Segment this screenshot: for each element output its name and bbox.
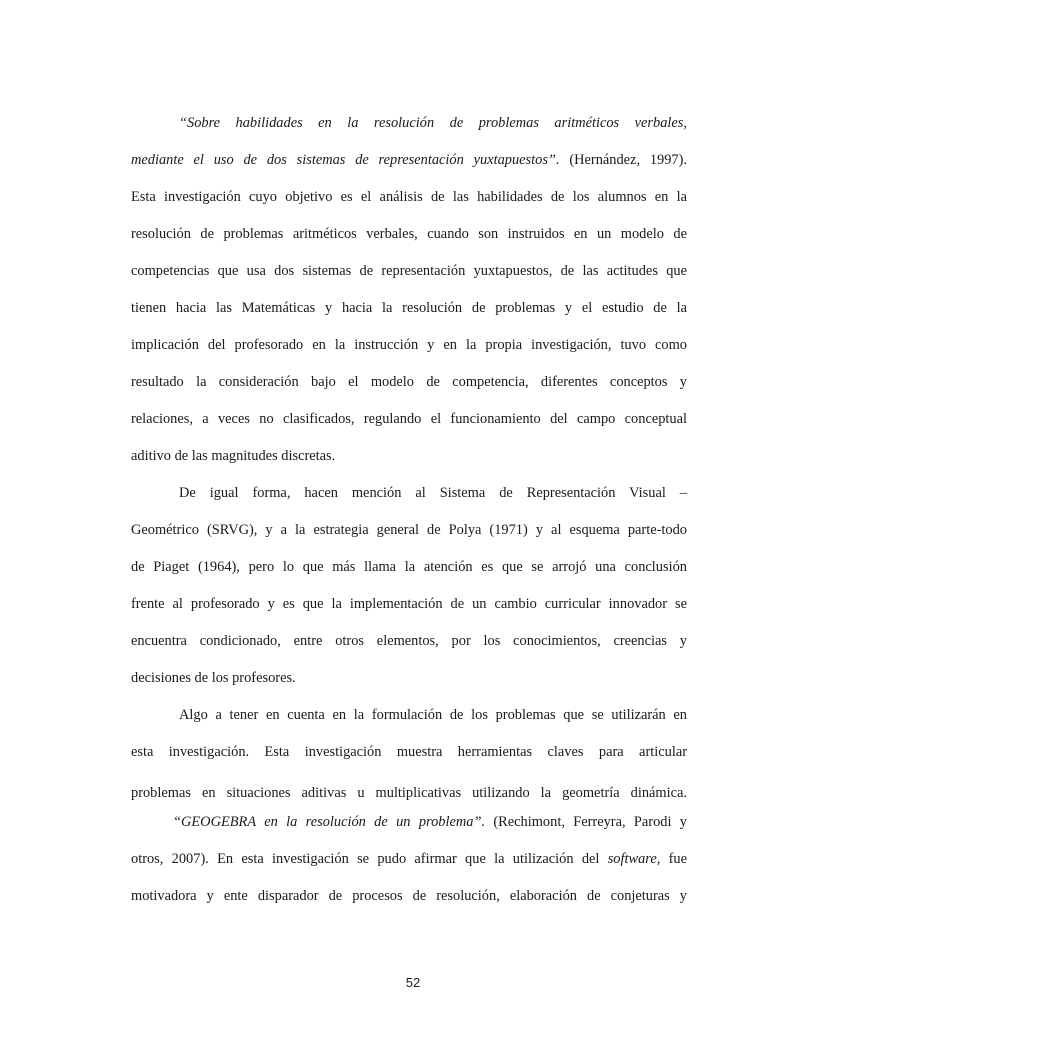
title-italic: “GEOGEBRA en la resolución de un problema”. [173, 814, 486, 830]
paragraph-3-line-3: problemas en situaciones aditivas u multiplicativas utilizando la geometría dinámica. [131, 785, 687, 801]
paragraph-1-line-5: competencias que usa dos sistemas de representación yuxtapuestos, de las actitudes que [131, 263, 687, 279]
text-after-emphasis: fue [660, 851, 687, 867]
paragraph-2-line-4: frente al profesorado y es que la implementación de un cambio curricular innovador se [131, 596, 687, 612]
paragraph-2-line-1: De igual forma, hacen mención al Sistema de Representación Visual – [179, 485, 687, 501]
title-italic: mediante el uso de dos sistemas de representación yuxtapuestos”. [131, 152, 560, 168]
paragraph-3-line-1: Algo a tener en cuenta en la formulación de los problemas que se utilizarán en [179, 707, 687, 723]
paragraph-1-line-6: tienen hacia las Matemáticas y hacia la resolución de problemas y el estudio de la [131, 300, 687, 316]
citation: (Rechimont, Ferreyra, Parodi y [485, 814, 688, 830]
paragraph-1-line-1: “Sobre habilidades en la resolución de problemas aritméticos verbales, [179, 115, 687, 131]
paragraph-2-line-6: decisiones de los profesores. [131, 670, 296, 686]
paragraph-1-line-8: resultado la consideración bajo el modelo de competencia, diferentes conceptos y [131, 374, 687, 390]
paragraph-1-line-9: relaciones, a veces no clasificados, regulando el funcionamiento del campo conceptual [131, 411, 687, 427]
paragraph-4-line-2 [131, 850, 687, 868]
citation: (Hernández, 1997). [559, 152, 688, 168]
paragraph-1-line-3: Esta investigación cuyo objetivo es el análisis de las habilidades de los alumnos en la [131, 189, 687, 205]
paragraph-2-line-3: de Piaget (1964), pero lo que más llama la atención es que se arrojó una conclusión [131, 559, 687, 575]
paragraph-4-line-1 [173, 813, 687, 831]
emphasis-software: software, [607, 851, 661, 867]
paragraph-1-line-2 [131, 151, 687, 169]
page-number: 52 [405, 975, 421, 990]
paragraph-2-line-2: Geométrico (SRVG), y a la estrategia general de Polya (1971) y al esquema parte-todo [131, 522, 687, 538]
paragraph-1-line-10: aditivo de las magnitudes discretas. [131, 448, 336, 464]
paragraph-4-line-3: motivadora y ente disparador de procesos de resolución, elaboración de conjeturas y [131, 888, 687, 904]
text-before-emphasis: otros, 2007). En esta investigación se pudo afirmar que la utilización del [131, 851, 608, 867]
paragraph-2-line-5: encuentra condicionado, entre otros elementos, por los conocimientos, creencias y [131, 633, 687, 649]
paragraph-1-line-7: implicación del profesorado en la instrucción y en la propia investigación, tuvo como [131, 337, 687, 353]
paragraph-1-line-4: resolución de problemas aritméticos verbales, cuando son instruidos en un modelo de [131, 226, 687, 242]
paragraph-3-line-2: esta investigación. Esta investigación muestra herramientas claves para articular [131, 744, 687, 760]
